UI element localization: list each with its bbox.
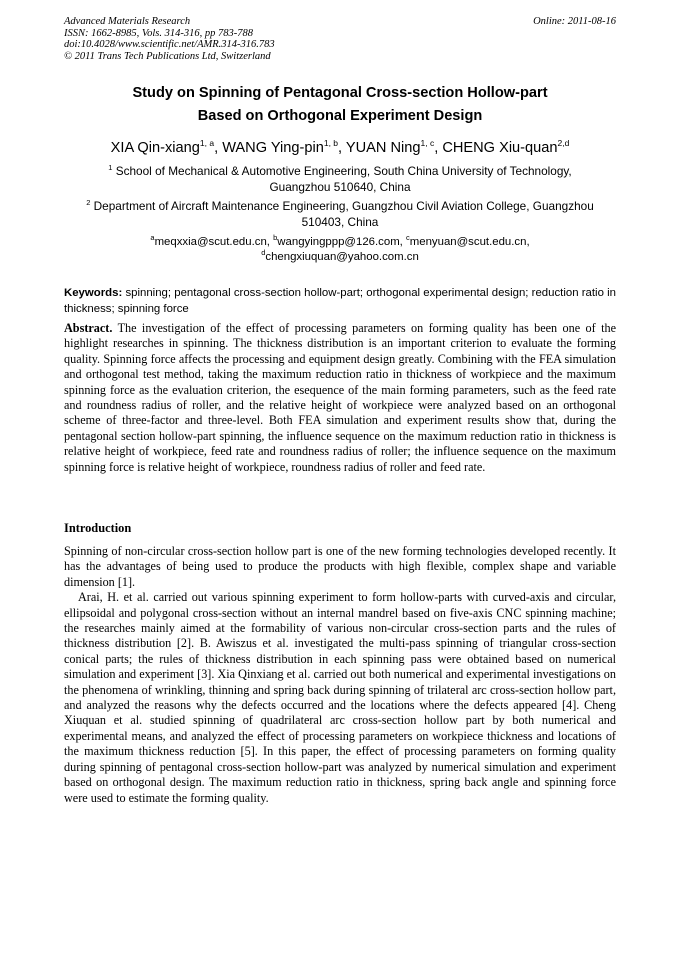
section-heading-introduction: Introduction — [64, 521, 132, 535]
author-affil-marker: 1, c — [420, 138, 435, 148]
journal-name: Advanced Materials Research — [64, 16, 191, 27]
email-list — [64, 235, 616, 265]
affiliation-marker: 2 — [86, 198, 91, 207]
author-4 — [442, 140, 569, 156]
author-2 — [222, 140, 346, 156]
keywords-text: spinning; pentagonal cross-section hollow-part; orthogonal experimental design; reduction ratio in thickness; spinning force — [64, 287, 616, 315]
copyright-line: © 2011 Trans Tech Publications Ltd, Switzerland — [64, 50, 271, 62]
author-name: YUAN Ning — [345, 140, 421, 156]
keywords-block — [64, 286, 616, 317]
introduction-body — [64, 544, 616, 806]
title-line-1: Study on Spinning of Pentagonal Cross-section Hollow-part — [132, 85, 548, 101]
affiliation-line: Department of Aircraft Maintenance Engineering, Guangzhou Civil Aviation College, Guangzhou — [93, 199, 594, 213]
abstract-text: The investigation of the effect of processing parameters on forming quality has been one of the highlight researches in spinning. The thickness distribution is an important criterion to evaluate the forming quality. Spinning force affects the processing and equipment design greatly. Combining with the FEA simulation and orthogonal test method, taking the maximum reduction ratio in thickness of workpiece and the maximum spinning force as the evaluation criterion, the esequence of the main forming parameters, such as the feed rate and roundness radius of roller, and the relative height of workpiece were analyzed based on an orthogonal scheme of three-factor and three-level. Both FEA simulation and experiment results show that, during the pentagonal section hollow-part spinning, the influence sequence on the maximum reduction ratio in thickness is relative height of workpiece, feed rate and roundness radius of roller; the influence sequence on the maximum spinning force is relative height of workpiece, roundness radius of roller and feed rate. — [64, 321, 616, 474]
affiliation-marker: 1 — [108, 163, 113, 172]
author-1 — [111, 140, 223, 156]
intro-paragraph-1: Spinning of non-circular cross-section hollow part is one of the new forming technologies developed recently. It has the advantages of being used to produce the products with high flexible, complex shape and variable dimension [1]. — [64, 544, 616, 589]
author-name: CHENG Xiu-quan — [442, 140, 558, 156]
paper-title — [64, 82, 616, 128]
doi-line: doi:10.4028/www.scientific.net/AMR.314-316.783 — [64, 39, 275, 50]
author-separator: , — [434, 140, 443, 156]
affiliation-line: 510403, China — [301, 214, 379, 229]
email-marker: d — [261, 248, 266, 257]
author-name: WANG Ying-pin — [222, 140, 324, 156]
issn-line: ISSN: 1662-8985, Vols. 314-316, pp 783-788 — [64, 27, 253, 39]
email-marker: a — [150, 233, 155, 242]
email-link[interactable]: wangyingppp@126.com, — [277, 236, 407, 248]
abstract-block — [64, 321, 616, 475]
email-link[interactable]: meqxxia@scut.edu.cn, — [154, 236, 274, 248]
author-list — [64, 139, 616, 157]
email-marker: b — [273, 233, 278, 242]
title-line-2: Based on Orthogonal Experiment Design — [197, 108, 483, 124]
author-name: XIA Qin-xiang — [110, 140, 200, 156]
abstract-label: Abstract. — [64, 321, 113, 335]
journal-header — [64, 16, 616, 62]
keywords-label: Keywords: — [64, 287, 123, 299]
affiliation-line: School of Mechanical & Automotive Engineering, South China University of Technology, — [115, 164, 572, 178]
author-affil-marker: 2,d — [557, 138, 570, 148]
author-affil-marker: 1, b — [323, 138, 339, 148]
email-link[interactable]: menyuan@scut.edu.cn, — [409, 236, 530, 248]
author-separator: , — [214, 140, 223, 156]
author-3 — [346, 140, 442, 156]
affiliation-1 — [64, 164, 616, 195]
email-marker: c — [406, 233, 410, 242]
affiliation-2 — [64, 199, 616, 230]
email-link[interactable]: chengxiuquan@yahoo.com.cn — [265, 251, 419, 263]
affiliation-line: Guangzhou 510640, China — [269, 179, 411, 194]
online-date: Online: 2011-08-16 — [533, 16, 616, 27]
author-separator: , — [338, 140, 346, 156]
author-affil-marker: 1, a — [199, 138, 215, 148]
intro-paragraph-2: Arai, H. et al. carried out various spinning experiment to form hollow-parts with curved-axis and circular, ellipsoidal and polygonal cross-section without an internal mandrel based on five-axis CNC spinning machine; the researches mainly aimed at the formability of various non-circular cross-section parts and the rules of thickness distribution [2]. B. Awiszus et al. investigated the multi-pass spinning of triangular cross-section conical parts; the rules of thickness distribution in each spinning pass were obtained based on numerical simulation and experiment [3]. Xia Qinxiang et al. carried out both numerical and experimental investigations on the phenomena of wrinkling, thinning and spring back during spinning of trilateral arc cross-section hollow part, and analyzed the reasons why the defects occurred and the locations where the defects appeared [4]. Cheng Xiuquan et al. studied spinning of quadrilateral arc cross-section hollow part by both numerical and experimental means, and analyzed the effect of processing parameters on workpiece thickness and locations of the maximum thickness reduction [5]. In this paper, the effect of processing parameters on forming quality during spinning of pentagonal cross-section hollow-part was analyzed by numerical simulation and experiment based on orthogonal design. The maximum reduction ratio in thickness, spring back angle and spinning force were used to estimate the forming quality. — [64, 590, 616, 805]
